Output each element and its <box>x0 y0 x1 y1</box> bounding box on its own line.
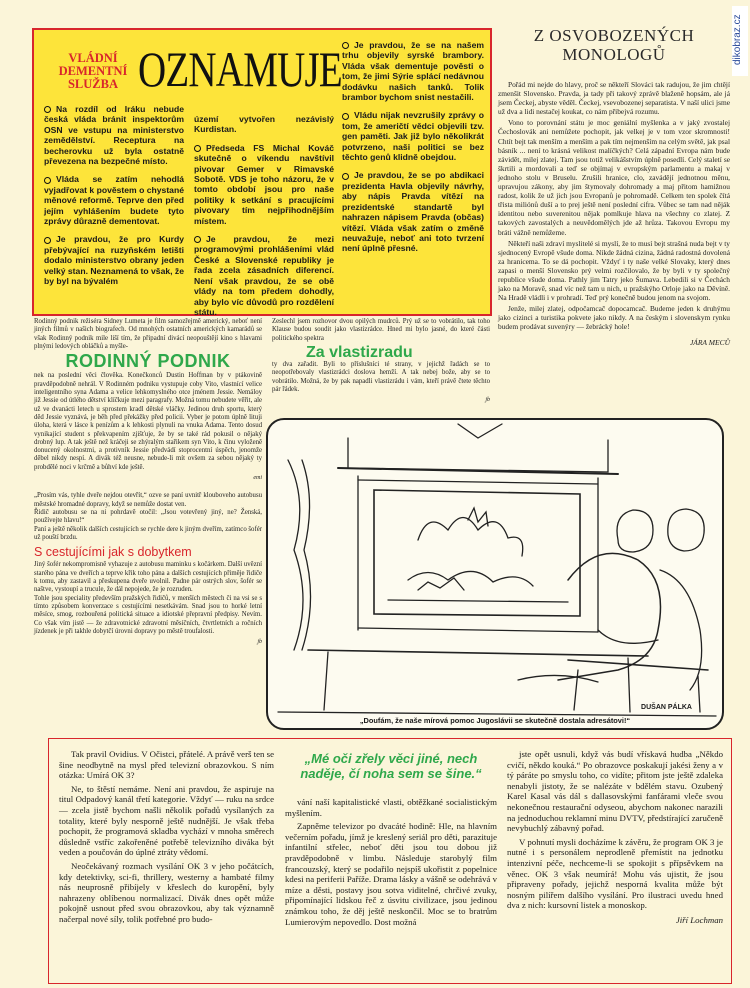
cartoon-panel <box>266 418 724 730</box>
site-tag: dikobraz.cz <box>732 6 748 76</box>
monologue-paragraph: Pořád mi nejde do hlavy, proč se někteří Slováci tak radujou, že jim chtějí zmenšit Slovensko. Pravda, ja tady při takový zprávě blaženě hopsám, ale já jsem Čeckej, abyste věděl. Čeckej, vsevobozenej separatista. V naší ulici jsme už dva a lidi nestačej koukat, co nám přibejvá rozumu. <box>498 80 730 117</box>
bullet-icon <box>342 42 349 49</box>
tv-article-col-1 <box>59 749 274 928</box>
announcement-item: Předseda FS Michal Kováč skutečně o víkendu navštívil pivovar Gemer v Rimavské Sobotě. VDS je toho názoru, že v tomto období jsou pro naše politiky k setkání s pracujícími pivovary tím nejpřihodnějším místem. <box>194 142 334 226</box>
announcement-kicker: VLÁDNÍ DEMENTNÍ SLUŽBA <box>58 51 128 91</box>
film-intro: Rodinný podnik režiséra Sidney Lumeta je film samozřejmě americký, neboť není jiných filmů v našich biografech. Od mnohých ostatních amerických kamarádů se však Rodinný podnik mile liší tím, že připadní divácí neopouštějí kino s hlavami plnými ledových obláčků a myšle- <box>34 318 262 350</box>
announcement-item: Je pravdou, že se na našem trhu objevily syrské brambory. Vláda však dementuje pověsti o tom, že jimi Sýrie splácí nedávnou dodávku našich tanků. Tolik brambor bychom snist nestačili. <box>342 40 484 103</box>
bus-intro: „Prosím vás, tyhle dveře nejdou otevřít,“ ozve se paní uvnitř klouboveho autobusu městské hromadné dopravy, když se nemůže dostat ven. Řidič autobusu se na ni pohrdavě otočil: „Jsou votevřený jiný, ne? Ženská, používejte hlavu!“ Paní a ještě několik dalších cestujících se rychle dere k jiným dveřím, zatímco šofér už pouští brzdu. <box>34 492 262 541</box>
cartoon-illustration <box>268 420 724 730</box>
announcement-item: Je pravdou, že se po abdikaci prezidenta Havla objevily návrhy, aby nápis Pravda vítězí na prezidentské standartě byl nahrazen nápisem Pravda (občas) vítězí. Vláda však zatím o změně neuvažuje, neboť ani toto tvrzení není úplně přesné. <box>342 170 484 254</box>
film-review-text: nek na poslední věci člověka. Konečkonců Dustin Hoffman by v ptákovině pravděpodobně nehrál. V Rodinném podniku vystupuje coby Vito, vlastnící velice inteligentního syna Adama a velice lehkomyslného otce jménem Jessie. Nemáloy již Jessie od útlého dětství klíčkuje mezi paragrafy. Možná tomu nebudete věřit, ale už ve dvanácti letech u sprostem kradl dětské vláčky. Jedinou druh sportu, který děd Jessie vyznává, je běh před překážky před policii. Vyber je potom úplně lituji úloha, která v lásce k penízům a k lehkosti plynuli na vnuka Adama. Tento dosud vynikající student s překvapením zjišťuje, že by se také rád pokusil o nějaký drobný lup. A tak ještě než kráčeji se zhýralým stařikem syn Vito, k činu vyloženě donucený okolnostmi, a protivník Jessie předvádí stoprocentní úspěch, jenomže děbel nikdy nespí. A divák též neusne, nebude-li mít ovšem za sebou nějaký ty probdělé noci v krčmě a bůhví kde ještě. <box>34 372 262 471</box>
monologue-paragraph: Někteří naši zdraví myslitelé si myslí, že to musí bejt strašná nuda bejt v ty sjednocený Evropě všude doma. Nikde žádná cizina, žádná radostná dovolená za hranicema. To se dá pochopit. Vždyť i ty naše velké Slovaky, který dnes zapasi o menší Slovensko prý velmi rozčilovalo, že by byli v ty společný republice všude doma. Pathly jim Tatry jeko Šumava. Lebedili si v Čechách jako na Moravě, snad víc než tam u nich, u pražskýho Orloje jako na Děvíně. Na Hradě vládli i v prohradí. Teď prý konečně budou jenom na svojom. <box>498 238 730 303</box>
announcement-item: Vláda se zatím nehodlá vyjadřovat k pověstem o chystané měnové reformě. Teprve den před jejím vyhlášením budete tyto zprávy důrazně dementovat. <box>44 174 184 227</box>
cartoon-author: DUŠAN PÁLKA <box>641 704 692 711</box>
bullet-icon <box>44 237 51 244</box>
treason-column <box>272 318 490 415</box>
announcement-col-1 <box>44 104 184 295</box>
treason-intro: Zeslechl jsem rozhovor dvou opilých mudrců. Prý už se to vobrátilo, tak toho Klause budou soudit jako vlastizrádce. Hned mi bylo jasné, do které části politického spektra <box>272 318 490 342</box>
bus-text: Jiný šofér nekompromisně vyhazuje z autobusu maminku s kočárkem. Další uvězní starého pána ve dveřích a teprve křik toho pána a dalších cestujících přiměje řidiče k tomu, aby zastavil a přeskupena dveře uvolnil. Padne pár ostrých slov, šofér se naštve, vystoupí a truculе, že dál nepojede, že je rozruden. Tohle jsou speciality především pražských řidičů, v menších městech či na vsi se s tímto způsobem konverzace s cestujícími nesetkávám. Snad jsou to horké letní měsíce, smog, rozbouřená politická situace a idiotské přepravní předpisy. Nevím. Co však vím jistě — že zdravotnické zdravotní měsíčních, čtvrtletních a ročních jízdenek je při takhle dobytčí úrovni dopravy po městě troufalosti. <box>34 561 262 635</box>
bullet-icon <box>44 106 51 113</box>
bullet-icon <box>342 113 349 120</box>
treason-text: ty dva zařadit. Byli to příslušníci té strany, v jejichž řadách se to neopotřebovaly vlastizrádci doslova hemží. A tak nebej bože, aby se to vobrátilo. Možná, že by pak napadli vlastizrádu i vám, kteří právě čtete těchto pár řádek. <box>272 361 490 394</box>
monologue-body <box>498 80 730 347</box>
bullet-icon <box>44 177 51 184</box>
left-column <box>34 318 262 656</box>
announcement-item: Je pravdou, že mezi programovými prohlášeními vlád České a Slovenské republiky je řada zcela zásadních diferencí. Není však pravdou, že se obě vlády na tom předem dohodly, aby bylo víc důvodů pro rozdělení státu. <box>194 234 334 317</box>
tv-quote: „Mé oči zřely věci jiné, nech naděje, čí noha sem se šine.“ <box>300 751 482 781</box>
bullet-icon <box>194 145 201 152</box>
tv-paragraph: Tak pravil Ovidius. V Očistci, přátelé. A právě verš ten se šine neodbytně na mysl před televizní obrazovkou. S ním otázka: Umírá OK 3? <box>59 749 274 781</box>
film-headline: RODINNÝ PODNIK <box>65 351 231 372</box>
monologue-paragraph: Jenže, milej zlatej, odpočamcač dopocamcač. Budeme jeden k druhýmu jako cizinci a turistika pokvete jako nikdy. A na českým i slovenskym rynku budem prodávat suvenýry — žebrácký hole! <box>498 304 730 332</box>
treason-headline: Za vlastizradu <box>306 343 413 361</box>
announcement-item: území vytvořen nezávislý Kurdistan. <box>194 114 334 135</box>
monologue-title: Z OSVOBOZENÝCH MONOLOGŮ <box>533 26 695 64</box>
tv-article-col-2 <box>285 749 497 930</box>
tv-paragraph: vání naší kapitalistické vlasti, obtěžkané socialistickým myšlením. <box>285 797 497 818</box>
bullet-icon <box>342 173 349 180</box>
bullet-icon <box>194 236 201 243</box>
monologue-signature: JÁRA MECŮ <box>689 337 730 347</box>
tv-article-signature: Jiří Lochman <box>675 914 723 925</box>
bus-signature: jb <box>257 639 262 646</box>
tv-article <box>48 738 732 984</box>
tv-paragraph: Zapněme televizor po dvacáté hodině: Hle, na hlavním večerním pořadu, jímž je kreslený seriál pro děti, parazituje infantilní střelec, neboť děti jsou tou dobou již pravděpodobně v limbu. Následuje starobylý film francouzský, který se podařilo nejspíš ukořistit z popelnice kdesi na periferii Paříže. Drama lásky a vášně se odehrává v míze a děsti, postavy jsou sotva viditelné, chrčivé zvuky, připomínající lidskou řeč z úsvitu civilizace, jsou jedinou známkou toho, že děj ještě neskončil. Moc se to bratrům Lumierovým nepovedlo. Dost možná <box>285 821 497 927</box>
monologue-paragraph: Vono to porovnání státu je moc geniální myšlenka a v jaký zvostalej Čechoslovák ani nemůžete pochopit, jak velkej je v tom vzor skromnosti! Chtít bejt tak menším a menším a pak tím nejmenším na celým světě, jak psal básník ... není to krásná velikost malíčkých? Celá západní Evropa nám bude závidět, milej zlatej. Tam jsou totiž velikášstvím úplně posedlí. Celý staletí se škrtili a mordovali a teď se objímaj v evropským parlamentu a makaj v jednoho stolu v Bruselu. Zrušili hranice, clo, zavádějí jednotnou měnu, upravujou zákony, aby jim štymovaly dohromady a maj přitom hamižnou radost, kolik že už jich jsou Evropanů je pohromadě. Celkem ten spolek čítá třista miliónů duší a to prej ještě není poslední cifra. Vůbec se tam nad něják identitou nebo suverenitou nějak pomlkuje hlava na všechny co zlatej. Z takových zavostalých a neuvědomělých jde až hrůza. Takovou Evropu my bráti vážně nemůžeme. <box>498 118 730 237</box>
tv-article-col-3 <box>507 749 723 926</box>
announcement-item: Na rozdíl od Iráku nebude česká vláda bránit inspektorům OSN ve vstupu na ministerstvo zemědělství. Receptura na becherovku už byla ostatně převezena na bezpečné místo. <box>44 104 184 167</box>
tv-paragraph: Ne, to štěstí nemáme. Není ani pravdou, že aspiruje na titul Odpadový kanál třetí kategorie. Vždyť — ruku na srdce — zcela jistě bychom našli několik pořadů vysílaných za totality, které byly nesporně ještě nudnější. Je však třeba pochopit, že programová skladba vychází v mnoha směrech důsledně vstříc zakořeněné potřebě televizního diváka být veden a poučován do úplné ztráty vědomí. <box>59 783 274 858</box>
cartoon-caption: „Doufám, že naše mírová pomoc Jugoslávii se skutečně dostala adresátovi!“ <box>359 716 631 725</box>
announcement-col-3 <box>342 40 484 262</box>
film-review-signature: emi <box>253 475 262 482</box>
announcement-item: Vládu nijak nevzrušily zprávy o tom, že američtí vědci objevili tzv. gen paměti. Jak již bylo několikrát potvrzeno, naši politici se bez těchto genů klidně obejdou. <box>342 110 484 163</box>
tv-paragraph: jste opět usnuli, když vás budí vřískavá hudba „Někdo cvičí, někdo kouká.“ Po obrazovce poskakují jakési ženy a v tý páráte po smyslu toho, co vidíte; přitom jste ještě zdaleka nenabyli jistoty, že se nalézáte v bdělém stavu. Ozubený Karel Kasal vás dál s dallasovskými fanfárami vleče svou nekonečnou restaurační odyseou, abychom nakonec narazili na jednoduchou reklamní minu DVTV, předstírající zaručeně nevybuchlý zábavný pořad. <box>507 749 723 834</box>
bus-headline: S cestujícími jak s dobytkem <box>34 545 192 560</box>
announcement-col-2 <box>194 114 334 325</box>
announcement-item: Je pravdou, že pro Kurdy přebývající na ruzyňském letišti dodalo ministerstvo obrany jeden velký stan. Neznamená to však, že by byl na bývalém <box>44 234 184 287</box>
announcement-title: OZNAMUJE <box>138 41 342 97</box>
tv-paragraph: V pohnutí mysli docházíme k závěru, že program OK 3 je nutné i s personálem neprodleně přemístit na jednotku intenzivní péče, nechceme-li se spokojit s přípsěvkem na věnec. OK 3 však neumírá! Mohu vás ujistit, že jsou připraveny pořady, jejichž nesporná kvalita může být nosným pilířem dalšího vysílání. Pro ilustraci uvedu hned dva z nich: kursovní listek a monoskop. <box>507 836 723 911</box>
tv-paragraph: Neočekávaný rozmach vysílání OK 3 v jeho počátcích, kdy detektivky, sci-fi, thrillery, westerny a hambaté filmy nás neuprosně přibíjely v křeslech do kuropění, byly nahrazeny oblíbenou normalizací. Divák dnes opět může pokojně usnout před svou obrazovkou, aby tak významně načerpal nové síly, tolik potřebné pro budo- <box>59 860 274 924</box>
treason-signature: jb <box>485 397 490 404</box>
announcement-box <box>32 28 492 316</box>
